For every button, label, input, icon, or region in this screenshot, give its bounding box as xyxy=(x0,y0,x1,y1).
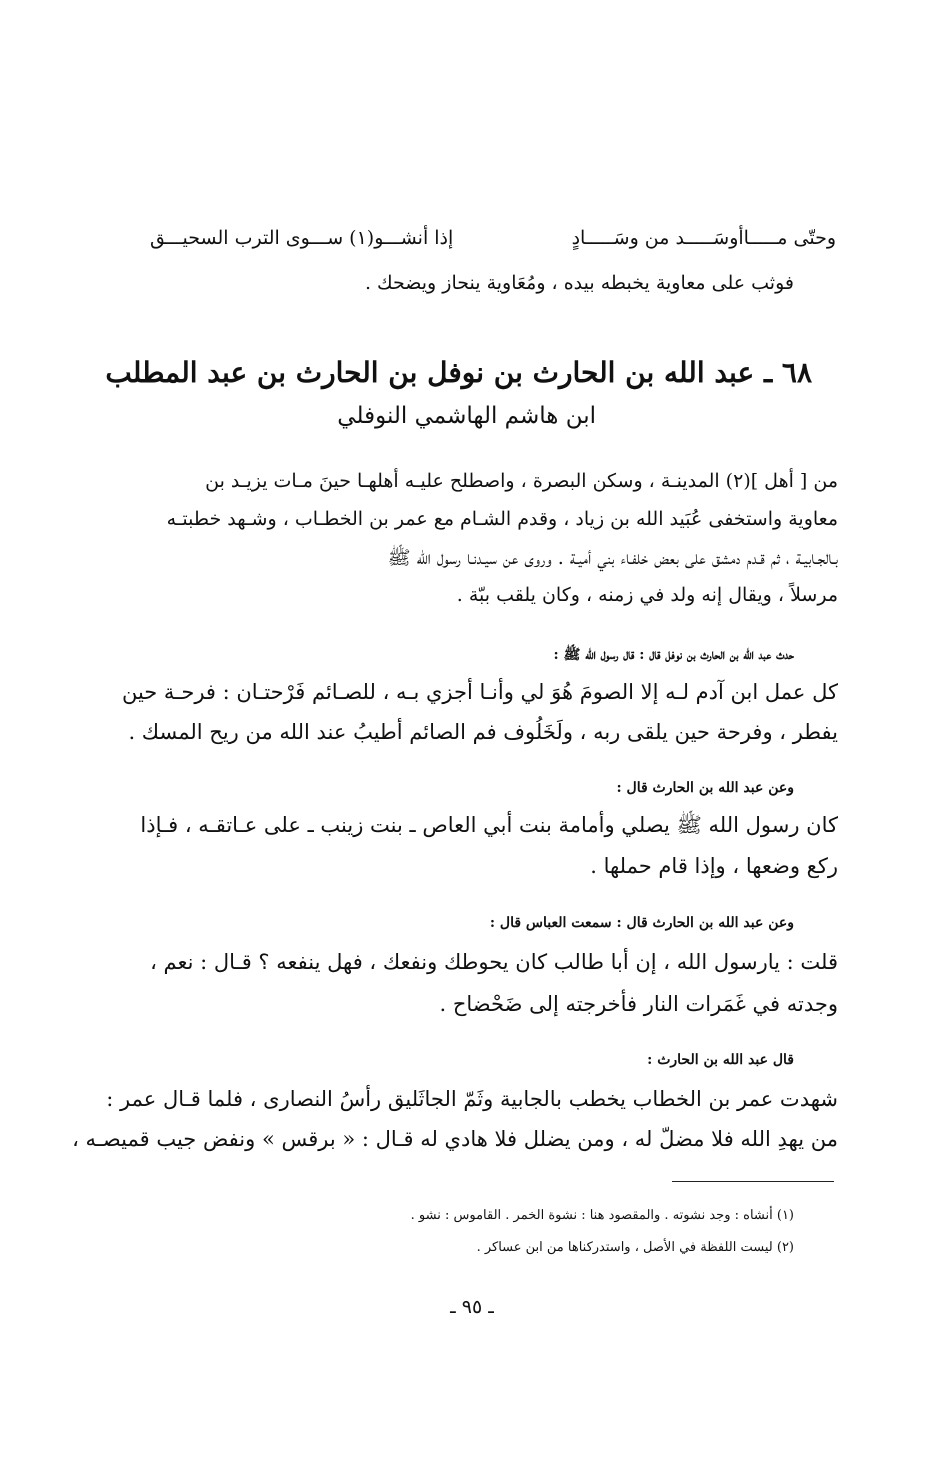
hadith-line: كل عمل ابن آدم لـه إلا الصومَ هُوَ لي وأنـا أجزي بـه ، للصـائم فَرْحتـان : فرحـة حين xyxy=(121,680,838,704)
hadith-line: كان رسول الله ﷺ يصلي وأمامة بنت أبي العاص ـ بنت زينب ـ على عـاتقـه ، فـإذا xyxy=(140,813,838,837)
hadith-line: قلت : يارسول الله ، إن أبا طالب كان يحوطك ونفعك ، فهل ينفعه ؟ قـال : نعم ، xyxy=(150,950,838,974)
hadith-line: وجدته في غَمَرات النار فأخرجته إلى ضَحْضاح . xyxy=(439,992,838,1016)
intro-line: فوثب على معاوية يخبطه بيده ، ومُعَاوية ينحاز ويضحك . xyxy=(364,272,794,294)
bio-line: من [ أهل ](٢) المدينـة ، وسكن البصرة ، واصطلح عليـه أهلهـا حينَ مـات يزيـد بن xyxy=(205,470,838,492)
hadith-line: شهدت عمر بن الخطاب يخطب بالجابية وثَمّ الجاثَليق رأسُ النصارى ، فلما قـال عمر : xyxy=(106,1087,838,1111)
footnote: (٢) ليست اللفظة في الأصل ، واستدركناها من ابن عساكر . xyxy=(476,1240,794,1255)
poem-hemistich-right: وحتّى مـــــاأوسَـــــد من وسَـــــادٍ xyxy=(571,227,836,249)
hadith-narration: وعن عبد الله بن الحارث قال : سمعت العباس قال : xyxy=(489,915,794,931)
footnote: (١) أنشاه : وجد نشوته . والمقصود هنا : نشوة الخمر . القاموس : نشو . xyxy=(410,1208,794,1223)
hadith-line: ركع وضعها ، وإذا قام حملها . xyxy=(590,854,838,878)
entry-title: ٦٨ ـ عبد الله بن الحارث بن نوفل بن الحارث بن عبد المطلب xyxy=(105,356,812,389)
hadith-line: من يهدِ الله فلا مضلّ له ، ومن يضلل فلا هادي له قـال : « برقس » ونفض جيب قميصـه ، xyxy=(72,1127,838,1151)
bio-line: معاوية واستخفى عُبَيد الله بن زياد ، وقدم الشـام مع عمر بن الخطـاب ، وشـهد خطبتـه xyxy=(166,508,838,530)
bio-line: بـالجـابيـة ، ثم قـدم دمشق على بعض خلفـاء بني أميـة . وروى عن سيـدنـا رسول الله ﷺ xyxy=(387,547,838,569)
hadith-narration: قال عبد الله بن الحارث : xyxy=(647,1052,794,1068)
entry-subtitle: ابن هاشم الهاشمي النوفلي xyxy=(337,403,596,429)
hadith-line: يفطر ، وفرحة حين يلقى ربه ، ولَخَلُوف فم الصائم أطيبُ عند الله من ريح المسك . xyxy=(128,720,838,744)
bio-line: مرسلاً ، ويقال إنه ولد في زمنه ، وكان يلقب ببّة . xyxy=(456,584,838,606)
footnote-separator xyxy=(672,1181,834,1182)
hadith-narration: حدث عبد الله بن الحارث بن نوفل قال : قال رسول الله ﷺ : xyxy=(553,647,794,663)
poem-verse xyxy=(150,218,836,258)
page-number: ـ ٩٥ ـ xyxy=(450,1296,494,1318)
poem-hemistich-left: إذا أنشـــو(١) ســـوى الترب السحيـــق xyxy=(150,227,454,249)
hadith-narration: وعن عبد الله بن الحارث قال : xyxy=(616,780,794,796)
